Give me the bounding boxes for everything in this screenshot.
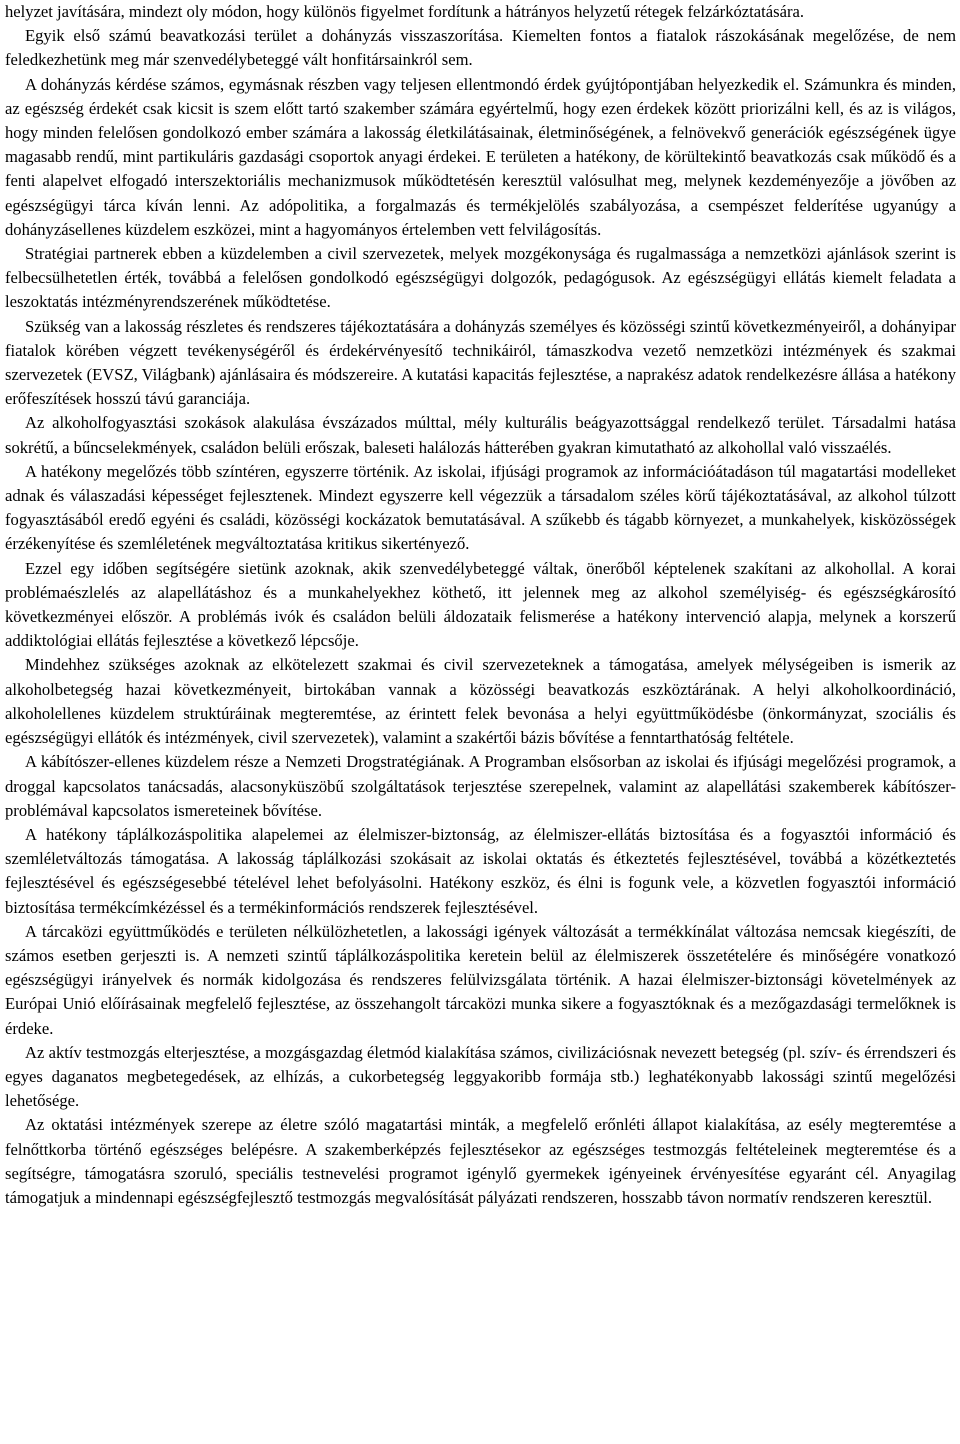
paragraph-nutrition-policy: A hatékony táplálkozáspolitika alapelemei az élelmiszer-biztonság, az élelmiszer-ellátás biztosítása és a fogyasztói információ és szemléletváltozás támogatása. A lakosság táplálkozási szokásait az iskolai oktatás és étkeztetés fejlesztésével, továbbá a közétkeztetés fejlesztésével és egészségesebbé tételével lehet befolyásolni. Hatékony eszköz, és élni is fogunk vele, a közvetlen fogyasztói információ biztosítása termékcímkézéssel és a termékinformációs rendszerek fejlesztésével.: [5, 824, 956, 917]
paragraph-strategic-partners: Stratégiai partnerek ebben a küzdelemben a civil szervezetek, melyek mozgékonysága és rugalmassága a nemzetközi ajánlások szerint is felbecsülhetetlen érték, továbbá a felelősen gondolkodó egészségügyi dolgozók, pedagógusok. Az egészségügyi ellátás kiemelt feladata a leszoktatás intézményrendszerének működtetése.: [5, 244, 956, 312]
paragraph-physical-activity: Az aktív testmozgás elterjesztése, a mozgásgazdag életmód kialakítása számos, civilizációsnak nevezett betegség (pl. szív- és érrendszeri és egyes daganatos megbetegedések, az elhízás, a cukorbetegség leggyakoribb formája stb.) leghatékonyabb lakossági szintű megelőzési lehetősége.: [5, 1042, 956, 1111]
paragraph-intersectoral-cooperation: A tárcaközi együttműködés e területen nélkülözhetetlen, a lakossági igények változását a termékkínálat változása nemcsak kiegészíti, de számos esetben gerjeszti is. A nemzeti szintű táplálkozáspolitika keretein belül az élelmiszerek összetételére és minőségére vonatkozó egészségügyi irányelvek és normák kidolgozása és rendszeres felülvizsgálata történik. A hazai élelmiszer-biztonsági követelmények az Európai Unió előírásainak megfelelő fejlesztése, az összehangolt tárcaközi munka sikere a fogyasztóknak és a mezőgazdasági termelőknek is érdeke.: [5, 921, 956, 1038]
paragraph-public-information: Szükség van a lakosság részletes és rendszeres tájékoztatására a dohányzás személyes és közösségi szintű következményeiről, a dohányipar fiatalok körében végzett tevékenységéről és érdekérvényesítő technikáiról, támaszkodva vezető nemzetközi intézmények és szakmai szervezetek (EVSZ, Világbank) ajánlásaira és módszereire. A kutatási kapacitás fejlesztése, a naprakész adatok rendelkezésre állása a hatékony erőfeszítések hosszú távú garanciája.: [5, 316, 956, 409]
paragraph-alcohol-treatment: Ezzel egy időben segítségére sietünk azoknak, akik szenvedélybeteggé váltak, önerőből képtelenek szakítani az alkohollal. A korai problémaészlelés az alapellátáshoz és a munkahelyekhez köthető, itt jelennek meg az alkohol személyiség- és egészségkárosító következményei először. A problémás ivók és családon belüli áldozataik felismerése a hatékony intervenció alapja, melynek a korszerű addiktológiai ellátás fejlesztése a következő lépcsője.: [5, 558, 956, 651]
paragraph-tobacco-interests: A dohányzás kérdése számos, egymásnak részben vagy teljesen ellentmondó érdek gyújtópontjában helyezkedik el. Számunkra és minden, az egészség érdekét csak kicsit is szem előtt tartó szakember számára egyértelmű, hogy ezen érdekek között priorizálni kell, és az is világos, hogy minden felelősen gondolkozó ember számára a lakosság életkilátásainak, életminőségének, a felnövekvő generációk egészségének ügye magasabb rendű, mint partikuláris gazdasági csoportok anyagi érdekei. E területen a hatékony, de körültekintő beavatkozás csak működő és a fenti alapelvet elfogadó interszektoriális mechanizmusok működtetésén keresztül valósulhat meg, melynek kezdeményezője a jövőben az egészségügyi tárca kíván lenni. Az adópolitika, a forgalmazás és termékjelölés szabályozása, a csempészet felderítése ugyanúgy a dohányzásellenes küzdelem eszközei, mint a hagyományos értelemben vett felvilágosítás.: [5, 74, 956, 239]
paragraph-drug-strategy: A kábítószer-ellenes küzdelem része a Nemzeti Drogstratégiának. A Programban elsősorban az iskolai és ifjúsági megelőzési programok, a droggal kapcsolatos tanácsadás, alacsonyküszöbű szolgáltatások terjesztése szerepelnek, valamint az alapellátási szakemberek kábítószer-problémával kapcsolatos ismereteinek bővítése.: [5, 752, 956, 820]
paragraph-tobacco-intro: Egyik első számú beavatkozási terület a dohányzás visszaszorítása. Kiemelten fontos a fiatalok rászokásának megelőzése, de nem feledkezhetünk meg már szenvedélybeteggé vált honfitársainkról sem.: [5, 26, 956, 70]
paragraph-educational-institutions: Az oktatási intézmények szerepe az életre szóló magatartási minták, a megfelelő erőnléti állapot kialakítása, az esély megteremtése a felnőttkorba történő egészséges belépésre. A szakemberképzés fejlesztésekor az egészséges testmozgás feltételeinek megteremtése és a segítségre, támogatásra szoruló, speciális testnevelési programot igénylő gyermekek igényeinek érvényesítése egyaránt cél. Anyagilag támogatjuk a mindennapi egészségfejlesztő testmozgás megvalósítását pályázati rendszeren, hosszabb távon normatív rendszeren keresztül.: [5, 1115, 956, 1207]
paragraph-continuation: helyzet javítására, mindezt oly módon, hogy különös figyelmet fordítunk a hátrányos helyzetű rétegek felzárkóztatására.: [5, 2, 804, 21]
paragraph-alcohol-intro: Az alkoholfogyasztási szokások alakulása évszázados múlttal, mély kulturális beágyazottsággal rendelkező terület. Társadalmi hatása sokrétű, a bűncselekmények, családon belüli erőszak, baleseti halálozás hátterében gyakran kimutatható az alkohollal való visszaélés.: [5, 413, 956, 457]
paragraph-alcohol-prevention: A hatékony megelőzés több színtéren, egyszerre történik. Az iskolai, ifjúsági programok az információátadáson túl magatartási modelleket adnak és válaszadási képességet fejlesztenek. Mindezt egyszerre kell végezzük a társadalom széles körű tájékoztatásával, az alkohol túlzott fogyasztásából eredő egyéni és családi, közösségi kockázatok bemutatásával. A szűkebb és tágabb környezet, a munkahelyek, kisközösségek érzékenyítése és szemléletének megváltoztatása kritikus sikertényező.: [5, 461, 956, 554]
paragraph-alcohol-coordination: Mindehhez szükséges azoknak az elkötelezett szakmai és civil szervezeteknek a támogatása, amelyek mélységeiben is ismerik az alkoholbetegség hazai következményeit, birtokában vannak a közösségi beavatkozás eszköztárának. A helyi alkoholkoordináció, alkoholellenes küzdelem struktúráinak megteremtése, az érintett felek bevonása a helyi együttműködésbe (önkormányzat, szociális és egészségügyi ellátók és intézmények, civil szervezetek), valamint a szakértői bázis bővítése a fenntarthatóság feltétele.: [5, 655, 956, 748]
